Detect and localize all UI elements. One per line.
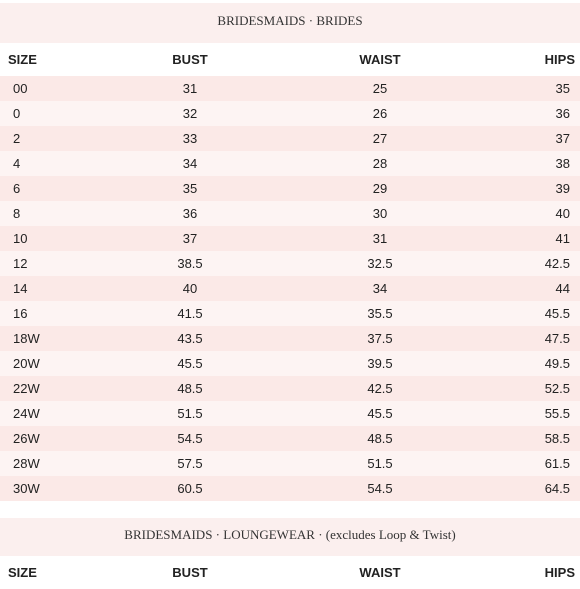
header-size: SIZE [8,52,37,67]
cell-size: 0 [13,106,21,121]
cell-bust: 51.5 [177,406,203,421]
table-row [0,301,580,326]
cell-waist: 27 [372,131,388,146]
cell-bust: 48.5 [177,381,203,396]
cell-waist: 45.5 [367,406,393,421]
cell-bust: 41.5 [177,306,203,321]
cell-size: 14 [13,281,28,296]
cell-waist: 51.5 [367,456,393,471]
cell-hips: 61.5 [544,456,570,471]
cell-bust: 57.5 [177,456,203,471]
cell-hips: 38 [555,156,570,171]
cell-waist: 39.5 [367,356,393,371]
table-row [0,76,580,101]
table-row [0,401,580,426]
cell-waist: 37.5 [367,331,393,346]
header-hips: HIPS [544,565,575,580]
header-bust: BUST [172,565,208,580]
cell-size: 8 [13,206,21,221]
table-row [0,476,580,501]
cell-waist: 25 [372,81,388,96]
cell-size: 6 [13,181,21,196]
cell-waist: 31 [372,231,388,246]
cell-size: 2 [13,131,21,146]
table-header-row [0,556,580,589]
table-header-row [0,43,580,76]
cell-waist: 28 [372,156,388,171]
cell-bust: 54.5 [177,431,203,446]
cell-bust: 38.5 [177,256,203,271]
section-gap [0,501,580,518]
table-row [0,451,580,476]
cell-size: 00 [13,81,28,96]
cell-bust: 33 [182,131,198,146]
cell-bust: 31 [182,81,198,96]
cell-waist: 35.5 [367,306,393,321]
header-hips: HIPS [544,52,575,67]
cell-hips: 47.5 [544,331,570,346]
cell-bust: 35 [182,181,198,196]
header-waist: WAIST [359,565,401,580]
cell-bust: 34 [182,156,198,171]
cell-hips: 41 [555,231,570,246]
table-row [0,426,580,451]
table-row [0,126,580,151]
cell-waist: 30 [372,206,388,221]
cell-waist: 26 [372,106,388,121]
cell-bust: 43.5 [177,331,203,346]
size-chart [0,3,580,589]
cell-bust: 32 [182,106,198,121]
cell-size: 22W [13,381,40,396]
section-title: BRIDESMAIDS · BRIDES [0,3,580,43]
table-row [0,276,580,301]
cell-hips: 40 [555,206,570,221]
cell-waist: 48.5 [367,431,393,446]
cell-hips: 52.5 [544,381,570,396]
table-row [0,151,580,176]
size-table [0,43,580,501]
cell-size: 28W [13,456,40,471]
cell-waist: 42.5 [367,381,393,396]
size-table [0,556,580,589]
cell-hips: 45.5 [544,306,570,321]
cell-hips: 58.5 [544,431,570,446]
cell-hips: 42.5 [544,256,570,271]
cell-size: 4 [13,156,21,171]
header-size: SIZE [8,565,37,580]
cell-bust: 45.5 [177,356,203,371]
table-row [0,251,580,276]
header-waist: WAIST [359,52,401,67]
table-row [0,326,580,351]
cell-hips: 36 [555,106,570,121]
table-row [0,226,580,251]
cell-bust: 60.5 [177,481,203,496]
cell-hips: 35 [555,81,570,96]
cell-size: 12 [13,256,28,271]
cell-hips: 44 [555,281,570,296]
cell-size: 16 [13,306,28,321]
section-loungewear [0,518,580,589]
table-row [0,101,580,126]
header-bust: BUST [172,52,208,67]
cell-hips: 49.5 [544,356,570,371]
cell-bust: 37 [182,231,198,246]
cell-size: 24W [13,406,40,421]
cell-size: 30W [13,481,40,496]
cell-bust: 36 [182,206,198,221]
cell-waist: 54.5 [367,481,393,496]
table-row [0,351,580,376]
table-row [0,376,580,401]
cell-size: 20W [13,356,40,371]
cell-hips: 64.5 [544,481,570,496]
cell-waist: 29 [372,181,388,196]
table-row [0,201,580,226]
cell-hips: 37 [555,131,570,146]
section-title: BRIDESMAIDS · LOUNGEWEAR · (excludes Loop & Twist) [0,518,580,556]
cell-size: 10 [13,231,28,246]
table-row [0,176,580,201]
cell-waist: 34 [372,281,388,296]
cell-bust: 40 [182,281,198,296]
section-brides [0,3,580,501]
cell-hips: 39 [555,181,570,196]
cell-hips: 55.5 [544,406,570,421]
cell-size: 26W [13,431,40,446]
cell-size: 18W [13,331,40,346]
cell-waist: 32.5 [367,256,393,271]
